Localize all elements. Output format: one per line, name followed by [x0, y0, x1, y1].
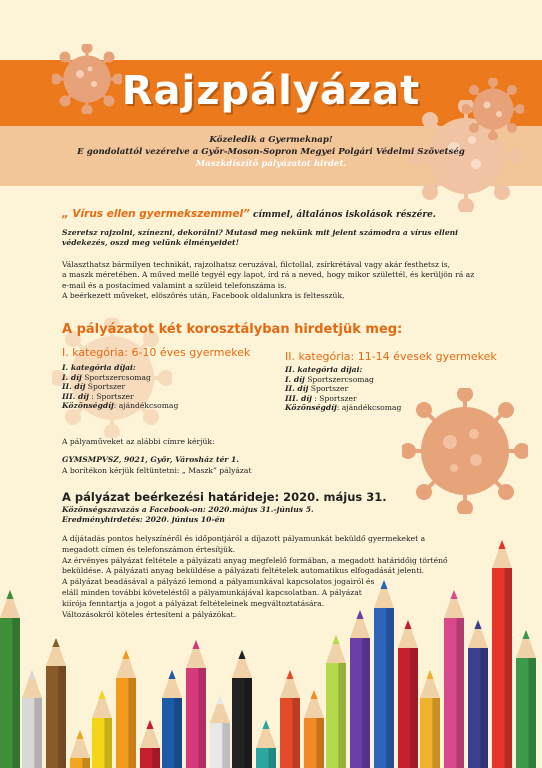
rules-line: eláll minden további követeléstől a pályamunkájával kapcsolatban. A pályázat [62, 587, 362, 597]
technique-line-4: A beérkezett műveket, elöszörés után, Facebook oldalunkra is feltesszük, [62, 291, 345, 301]
pencil-shape [504, 568, 512, 768]
pencil-shape [58, 666, 66, 768]
pencil-shape [12, 618, 20, 768]
pencil-shape [316, 718, 324, 768]
pencil-shape [28, 670, 35, 679]
call-to-action [62, 228, 458, 249]
pencil-shape [152, 748, 160, 768]
pencil-shape [528, 658, 536, 768]
pencil-shape [404, 620, 411, 629]
pencil-shape [498, 540, 505, 549]
vote-period: Közönségszavazás a Facebook-on: 2020.május 31.-június 5. [62, 505, 314, 514]
pencil-shape [98, 690, 105, 699]
category-2-prizes-label: II. kategória díjai: [285, 365, 363, 374]
intro-line-3: Maszkdíszítő pályázatot hirdet. [195, 159, 347, 169]
slogan-quote: „ Vírus ellen gyermekszemmel” [62, 208, 250, 220]
call-line-2: védekezés, oszd meg velünk élményeidet! [62, 238, 239, 248]
intro-line-1: Közeledik a Gyermeknap! [209, 135, 333, 145]
result-date: Eredményhirdetés: 2020. június 10-én [62, 515, 225, 524]
pencil-shape [262, 720, 269, 729]
deadline-heading: A pályázat beérkezési határideje: 2020. május 31. [62, 490, 387, 504]
rules-line: beküldése. A pályázati anyag beküldése a pályázati feltételek automatikus elfogadását jelenti. [62, 566, 425, 576]
pencil-shape [268, 748, 276, 768]
virus-icon [402, 388, 528, 514]
intro-text [0, 134, 542, 170]
pencil-shape [432, 698, 440, 768]
virus-icon [462, 78, 524, 140]
pencil-shape [450, 590, 457, 599]
pencil-shape [480, 648, 488, 768]
call-line-1: Szeretsz rajzolni, színezni, dekorálni? Mutasd meg nekünk mit jelent számodra a vírus elleni [62, 228, 459, 237]
pencil-shape [174, 698, 182, 768]
technique-paragraph [62, 260, 474, 302]
slogan-rest: címmel, általános iskolások részére. [249, 210, 436, 220]
pencil-shape [310, 690, 317, 699]
address-line: GYMSMPVSZ, 9021, Győr, Városház tér 1. [62, 455, 239, 464]
category-1-prizes-label: I. kategória díjai: [62, 363, 136, 372]
rules-line: A díjátadás pontos helyszínéről és időpontjáról a díjazott pályamunkát beküldő gyermekeket a [62, 534, 426, 543]
prize-label: II. díj [62, 382, 86, 392]
prize-label: Közönségdíj [285, 403, 337, 413]
colored-pencils [0, 520, 542, 768]
page-title: Rajzpályázat [121, 68, 421, 114]
prize-label: III. díj [285, 393, 312, 403]
technique-line-1: Választhatsz bármilyen technikát, rajzolhatsz ceruzával, filctollal, zsírkrétával vagy akár festhetsz is, [62, 260, 451, 269]
pencil-shape [192, 640, 199, 649]
pencil-shape [238, 650, 245, 659]
pencil-shape [52, 638, 59, 647]
address-intro: A pályaműveket az alábbi címre kérjük: [62, 437, 215, 446]
pencil-shape [380, 580, 387, 589]
pencil-shape [104, 718, 112, 768]
rules-line: Változásokról köteles értesíteni a pályázókat. [62, 609, 236, 619]
pencil-shape [286, 670, 293, 679]
pencil-shape [362, 638, 370, 768]
prize-label: III. díj [62, 391, 89, 401]
pencil-shape [332, 635, 339, 644]
pencil-shape [122, 650, 129, 659]
prize-label: II. díj [285, 384, 309, 394]
pencil-shape [168, 670, 175, 679]
pencil-shape [216, 695, 223, 704]
prize-value: Sportszercsomag [81, 372, 151, 382]
envelope-note: A borítékon kérjük feltüntetni: „ Maszk” pályázat [62, 466, 252, 475]
prize-value: Sportszer [308, 384, 349, 394]
pencil-shape [474, 620, 481, 629]
pencil-shape [338, 663, 346, 768]
prize-label: Közönségdíj [62, 401, 114, 411]
pencil-shape [522, 630, 529, 639]
rules-line: A pályázat beadásával a pályázó lemond a pályamunkával kapcsolatos jogairól és [62, 577, 375, 587]
technique-line-2: a maszk méretében. A műved mellé tegyél egy lapot, írd rá a neved, hogy mikor születtél, és kerüljön rá az [62, 270, 475, 280]
pencil-shape [146, 720, 153, 729]
prize-value: : ajándékcsomag [113, 401, 179, 411]
pencil-shape [410, 648, 418, 768]
pencil-shape [356, 610, 363, 619]
category-1-title: I. kategória: 6-10 éves gyermekek [62, 346, 251, 359]
category-1-prizes [62, 363, 178, 411]
rules-line: Az érvényes pályázat feltétele a pályázati anyag megfelelő formában, a megadott határidőig történő [62, 555, 448, 565]
technique-line-3: e-mail és a postacímed valamint a szüleid telefonszáma is. [62, 280, 287, 290]
pencil-shape [292, 698, 300, 768]
pencil-shape [456, 618, 464, 768]
pencil-shape [386, 608, 394, 768]
category-2-title: II. kategória: 11-14 évesek gyermekek [285, 350, 497, 363]
prize-value: Sportszer [85, 382, 126, 392]
prize-value: : Sportszer [88, 391, 134, 401]
rules-line: megadott címen és telefonszámon értesítjük. [62, 544, 236, 554]
categories-heading: A pályázatot két korosztályban hirdetjük meg: [62, 322, 403, 337]
prize-label: I. díj [62, 372, 82, 382]
category-2-prizes [285, 365, 401, 413]
pencil-shape [34, 698, 42, 768]
pencil-shape [426, 670, 433, 679]
pencil-shape [82, 758, 90, 768]
prize-value: : ajándékcsomag [336, 403, 402, 413]
pencil-shape [244, 678, 252, 768]
pencil-shape [128, 678, 136, 768]
pencil-shape [6, 590, 13, 599]
intro-line-2: E gondolattól vezérelve a Győr-Moson-Sopron Megyei Polgári Védelmi Szövetség [77, 147, 465, 157]
prize-value: : Sportszer [311, 393, 357, 403]
rules-line: kiírója fenntartja a jogot a pályázat feltételeinek megváltoztatására. [62, 598, 325, 608]
pencil-shape [76, 730, 83, 739]
slogan [62, 208, 436, 220]
pencil-shape [222, 723, 230, 768]
prize-label: I. díj [285, 374, 305, 384]
pencil-shape [198, 668, 206, 768]
prize-value: Sportszercsomag [304, 374, 374, 384]
